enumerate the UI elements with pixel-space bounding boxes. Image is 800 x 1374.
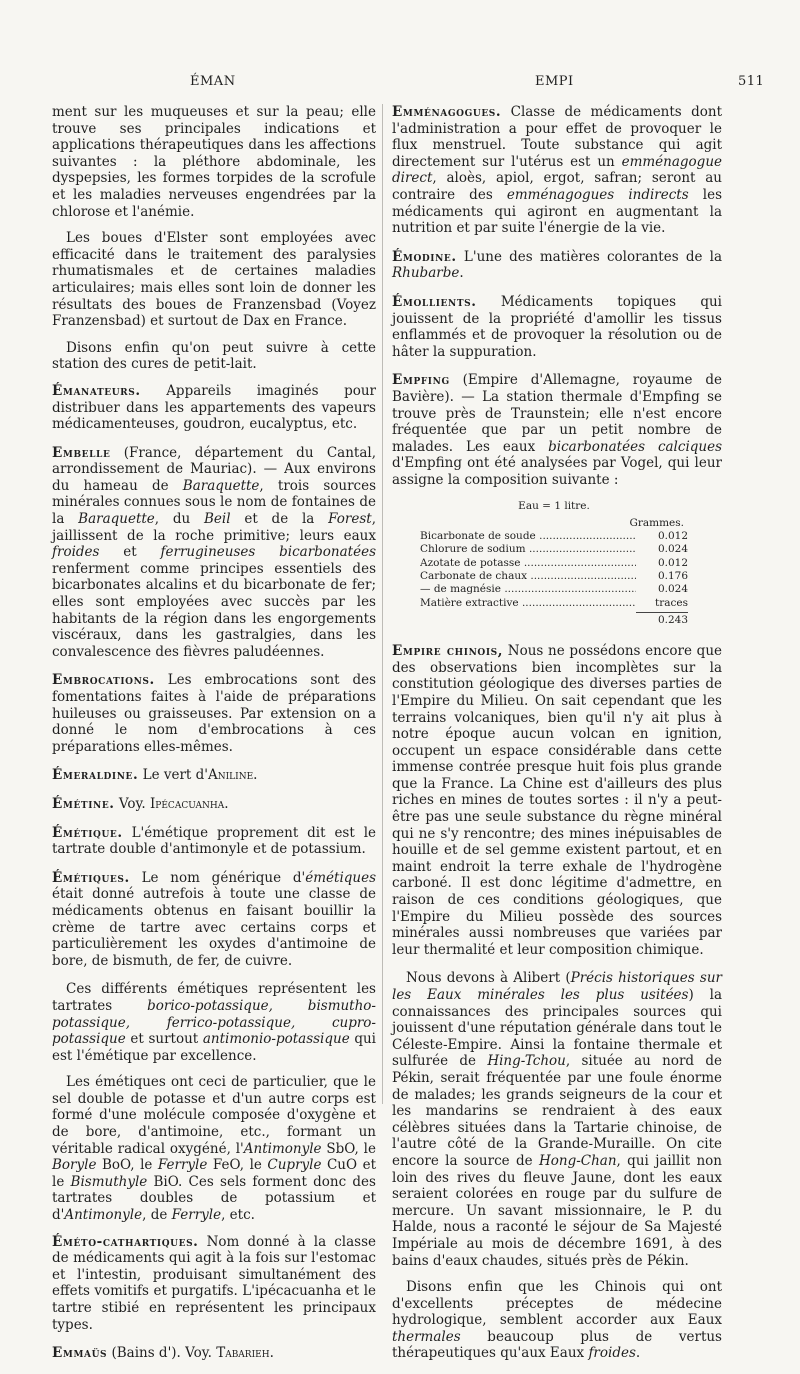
italic-term: Antimonyle <box>243 1140 322 1157</box>
italic-term: Boryle <box>52 1157 97 1174</box>
entry-text: ) la connaissances des principales sources qui jouissent d'une réputation générale dans tout le Céleste-Empire. Ainsi la fontaine thermale et sulfurée de <box>392 987 722 1070</box>
italic-term: bicarbonatées calciques <box>548 438 723 455</box>
entry-headword: Émétique. <box>52 824 123 841</box>
page-number: 511 <box>738 74 765 89</box>
entry-text: Disons enfin qu'on peut suivre à cette station des cures de petit-lait. <box>52 339 376 373</box>
entry-text: Nous devons à Alibert ( <box>406 970 571 987</box>
composition-value: 0.024 <box>657 583 688 596</box>
entry-text: L'une des matières colorantes de la <box>463 248 722 265</box>
italic-term: ferrugineuses bicarbonatées <box>160 544 376 561</box>
entry-text: Les boues d'Elster sont employées avec efficacité dans le traitement des paralysies rhumatismales et de certaines maladies articulaires; mais elles sont loin de donner les résultats des boues de Franzensbad (Voyez Franzensbad) et surtout de Dax en France. <box>52 230 376 330</box>
entry-text: , etc. <box>221 1207 255 1224</box>
italic-term: Précis historiques sur les Eaux minérales les plus usitées <box>392 970 722 1004</box>
running-header <box>0 74 800 94</box>
composition-substance: Azotate de potasse ..... <box>420 557 636 570</box>
entry-text: . <box>224 795 229 812</box>
italic-term: Ferryle <box>171 1207 222 1224</box>
entry-headword: Emmaüs <box>52 1345 108 1362</box>
entry-headword: Empire chinois, <box>392 643 504 660</box>
composition-unit: Grammes. <box>629 516 684 529</box>
entry-text: Les émétiques ont ceci de particulier, que le sel double de potasse et d'un autre corps est formé d'une molécule composée d'oxygène et de bore, d'antimoine, etc., formant un véritable radical oxygéné, l' <box>52 1074 376 1157</box>
continued-paragraph <box>52 104 376 220</box>
entry-text: Nom donné à la classe de médicaments qui agit à la fois sur l'estomac et l'intestin, produisant simultanément des effets vomitifs et purgatifs. L'ipécacuanha et le tartre stibié en représentent les principaux types. <box>52 1233 376 1333</box>
composition-substance: Carbonate de chaux ..... <box>420 570 636 583</box>
header-left-word: ÉMAN <box>190 74 236 89</box>
entry-headword: Émanateurs. <box>52 382 141 399</box>
dictionary-entry <box>392 372 722 488</box>
entry-text: Classe de médicaments dont l'administration a pour effet de provoquer le flux menstruel. Toute substance qui agit directement sur l'utérus est un <box>392 104 722 170</box>
entry-text: les médicaments qui agiront en augmentant la nutrition et par suite l'énergie de la vie. <box>392 186 723 237</box>
entry-text: L'émétique proprement dit est le tartrate double d'antimonyle et de potassium. <box>52 824 376 858</box>
entry-text: ment sur les muqueuses et sur la peau; elle trouve ses principales indications et applications thérapeutiques dans les affections suivantes : la pléthore abdominale, les dyspepsies, les formes torpides de la scrofule et les maladies nerveuses engendrées par la chlorose et l'anémie. <box>52 104 376 220</box>
right-column-bottom <box>392 643 722 1362</box>
cross-reference: Tabarieh <box>216 1345 270 1362</box>
italic-term: borico-potassique, bismutho-potassique, ferrico-potassique, cupro-potassique <box>52 997 376 1048</box>
entry-headword: Émeraldine. <box>52 767 139 784</box>
italic-term: Forest <box>328 511 372 528</box>
dictionary-entry <box>52 1345 376 1362</box>
left-column <box>52 104 376 1374</box>
dictionary-entry <box>392 249 722 282</box>
entry-text: , trois sources minérales connues sous le nom de fontaines de la <box>52 477 376 528</box>
entry-text: Nous ne possédons encore que des observations bien incomplètes sur la constitution géologique des diverses parties de l'Empire du Milieu. On sait cependant que les terrains volcaniques, bien qu'il n'y ait plus à notre époque aucun volcan en ignition, occupent un espace considérable dans cette immense contrée presque huit fois plus grande que la France. La Chine est d'ailleurs des plus riches en mines de toutes sortes : il n'y a peut-être pas une seule substance du règne minéral qui ne s'y rencontre; des mines inépuisables de houille et de sel gemme existent partout, et en maint endroit la terre exhale de l'hydrogène carboné. Il est donc légitime d'admettre, en raison de ces conditions géologiques, que l'Empire du Milieu possède des sources minérales aussi nombreuses que variées par leur thermalité et leur composition chimique. <box>392 643 723 958</box>
entry-text: et <box>99 544 161 561</box>
header-center-word: EMPI <box>535 74 574 89</box>
entry-text: . <box>459 265 464 282</box>
entry-text: et de la <box>230 511 329 528</box>
entry-headword: Éméto-cathartiques. <box>52 1233 199 1250</box>
entry-text: Le vert d' <box>142 767 208 784</box>
italic-term: émétiques <box>305 869 377 886</box>
italic-term: froides <box>52 544 100 561</box>
composition-caption: Eau = 1 litre. <box>518 500 590 513</box>
entry-text: BiO. Ces sels forment donc des tartrates doubles de potassium et d' <box>52 1173 376 1224</box>
composition-row <box>420 530 688 543</box>
composition-table <box>420 500 688 627</box>
entry-text: Disons enfin que les Chinois qui ont d'excellents préceptes de médecine hydrologique, semblent accorder aux Eaux <box>392 1279 722 1329</box>
dictionary-entry <box>52 383 376 433</box>
composition-row <box>420 543 688 556</box>
entry-text: qui est l'émétique par excellence. <box>52 1031 376 1064</box>
italic-term: thermales <box>392 1328 461 1345</box>
dictionary-entry <box>52 445 376 661</box>
entry-headword: Émollients. <box>392 293 477 310</box>
composition-value: 0.176 <box>657 569 688 582</box>
entry-text: beaucoup plus de vertus thérapeutiques qu'aux Eaux <box>392 1328 722 1362</box>
entry-headword: Embrocations. <box>52 672 155 689</box>
italic-term: Baraquette <box>78 511 155 528</box>
entry-text: Les embrocations sont des fomentations faites à l'aide de préparations huileuses ou graisseuses. Par extension on a donné le nom d'embrocations à ces préparations elles-mêmes. <box>52 672 377 755</box>
cross-reference: Aniline <box>208 767 254 784</box>
composition-row <box>420 570 688 583</box>
composition-row <box>420 557 688 570</box>
entry-text: était donné autrefois à toute une classe de médicaments obtenus en faisant bouillir la crème de tartre avec certains corps et particulièrement les oxydes d'antimoine de bore, de bismuth, de fer, de cuivre. <box>52 886 376 969</box>
entry-headword: Emménagogues. <box>392 104 502 120</box>
entry-text: . <box>635 1345 641 1362</box>
dictionary-entry <box>52 1234 376 1334</box>
italic-term: Bismuthyle <box>70 1173 148 1190</box>
entry-text: Appareils imaginés pour distribuer dans les appartements des vapeurs médicamenteuses, goudron, eucalyptus, etc. <box>52 382 377 433</box>
dictionary-entry <box>52 672 376 755</box>
italic-term: Antimonyle <box>64 1207 143 1224</box>
entry-text: FeO, le <box>207 1157 268 1174</box>
dictionary-entry <box>52 870 376 970</box>
entry-text: (Bains d'). Voy. <box>111 1345 217 1362</box>
composition-row <box>420 597 688 610</box>
paragraph <box>52 1074 376 1223</box>
composition-value: traces <box>655 596 688 609</box>
entry-text: Médicaments topiques qui jouissent de la propriété d'amollir les tissus enflammés et de provoquer la résolution ou de hâter la suppuration. <box>392 293 722 360</box>
italic-term: Hing-Tchou <box>487 1053 566 1070</box>
entry-text: (France, département du Cantal, arrondissement de Mauriac). — Aux environs du hameau de <box>52 444 376 494</box>
entry-text: . <box>269 1345 274 1362</box>
composition-total-row <box>420 612 688 627</box>
entry-headword: Émétine. <box>52 795 115 812</box>
entry-text: Le nom générique d' <box>141 869 306 886</box>
paragraph <box>52 340 376 373</box>
entry-text: CuO et le <box>52 1157 376 1190</box>
entry-text: , située au nord de Pékin, serait fréquentée par une foule énorme de malades; les grands seigneurs de la cour et les mandarins se rendraient à des eaux célèbres situées dans la Tartarie chinoise, de l'autre côté de la Grande-Muraille. On cite encore la source de <box>392 1053 723 1169</box>
italic-term: Rhubarbe <box>392 265 460 282</box>
entry-headword: Empfing <box>392 372 450 389</box>
entry-text: . <box>253 767 258 784</box>
dictionary-entry <box>392 294 722 360</box>
entry-text: , aloès, apiol, ergot, safran; seront au contraire des <box>392 170 722 203</box>
italic-term: Ferryle <box>157 1157 208 1174</box>
dictionary-entry <box>392 643 722 958</box>
entry-text: Ces différents émétiques représentent les tartrates <box>52 981 376 1014</box>
entry-text: , de <box>142 1207 172 1224</box>
column-divider <box>382 104 383 1104</box>
right-column-top <box>392 104 722 488</box>
entry-text: Voy. <box>118 795 150 812</box>
entry-text: (Empire d'Allemagne, royaume de Bavière). — La station thermale d'Empfing se trouve près de Traunstein; elle n'est encore fréquentée que par un petit nombre de malades. Les eaux <box>392 372 722 455</box>
entry-text: d'Empfing ont été analysées par Vogel, qui leur assigne la composition suivante : <box>392 455 722 488</box>
composition-row <box>420 583 688 596</box>
composition-substance: — de magnésie ..... <box>420 583 636 596</box>
right-column <box>392 104 722 1372</box>
composition-value: 0.012 <box>657 530 688 543</box>
italic-term: Beil <box>204 511 231 528</box>
entry-text: renferment comme principes essentiels des bicarbonates alcalins et du bicarbonate de fer; elles sont employées avec succès par les habitants de la région dans les engorgements viscéraux, dans les gastralgies, dans les convalescence des fièvres paludéennes. <box>52 560 376 660</box>
paragraph <box>52 230 376 330</box>
composition-value: 0.024 <box>657 543 688 556</box>
entry-text: , du <box>154 511 205 528</box>
cross-reference: Ipécacuanha <box>149 795 225 812</box>
entry-headword: Émétiques. <box>52 869 130 886</box>
italic-term: emménagogue direct <box>392 153 722 187</box>
entry-text: et surtout <box>125 1031 203 1048</box>
composition-rows <box>420 530 688 610</box>
dictionary-entry <box>52 767 376 784</box>
paragraph <box>52 981 376 1064</box>
italic-term: Baraquette <box>182 477 260 494</box>
dictionary-entry <box>52 796 376 813</box>
entry-text: , jaillissent de la roche primitive; leurs eaux <box>52 511 376 544</box>
entry-headword: Embelle <box>52 444 111 461</box>
entry-text: , qui jaillit non loin des rives du fleuve Jaune, dont les eaux seraient colorées en rouge par du sulfure de mercure. Un savant missionnaire, le P. du Halde, nous a raconté le séjour de Sa Majesté Impériale au mois de décembre 1691, à des bains d'eaux chaudes, situés près de Pékin. <box>392 1152 722 1269</box>
entry-text: SbO, le <box>321 1140 376 1157</box>
composition-substance: Bicarbonate de soude ..... <box>420 530 636 543</box>
italic-term: Cupryle <box>267 1157 322 1174</box>
composition-substance: Matière extractive ..... <box>420 597 636 610</box>
paragraph <box>392 1279 722 1362</box>
dictionary-entry <box>392 104 722 237</box>
paragraph <box>392 970 722 1269</box>
composition-total: 0.243 <box>636 612 688 627</box>
italic-term: Hong-Chan <box>538 1152 617 1169</box>
composition-value: 0.012 <box>657 556 688 569</box>
dictionary-entry <box>52 825 376 858</box>
italic-term: emménagogues indirects <box>506 186 689 203</box>
entry-text: BoO, le <box>96 1157 158 1174</box>
composition-substance: Chlorure de sodium ..... <box>420 543 636 556</box>
entry-headword: Émodine. <box>392 248 457 265</box>
italic-term: antimonio-potassique <box>202 1031 350 1048</box>
italic-term: froides <box>588 1345 636 1362</box>
